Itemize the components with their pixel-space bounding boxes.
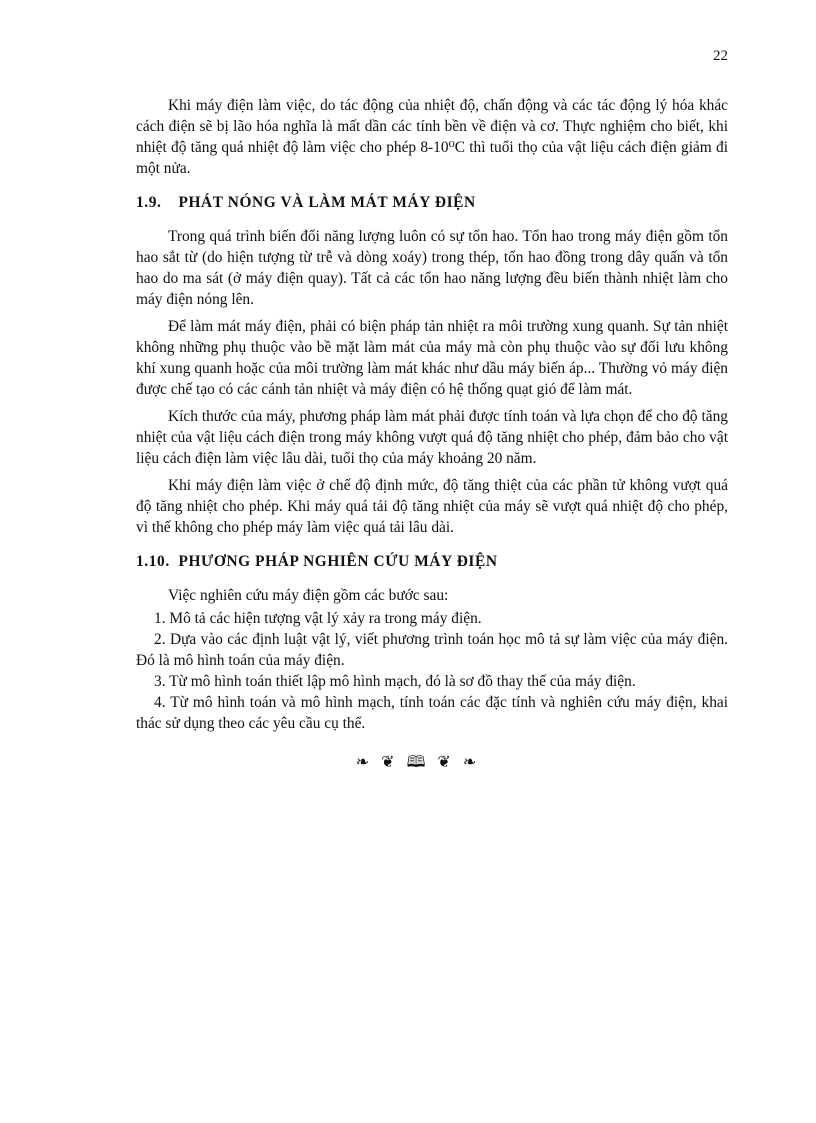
list-item: 4. Từ mô hình toán và mô hình mạch, tính toán các đặc tính và nghiên cứu máy điện, khai thác sử dụng theo các yêu cầu cụ thể. (136, 694, 728, 732)
section-title: PHƯƠNG PHÁP NGHIÊN CỨU MÁY ĐIỆN (178, 553, 498, 570)
section-number: 1.9. (136, 194, 162, 211)
ornament-divider: ❧ ❦ 🕮 ❦ ❧ (355, 754, 481, 771)
list-item: 3. Từ mô hình toán thiết lập mô hình mạch, đó là sơ đồ thay thế của máy điện. (154, 673, 636, 690)
paragraph: Trong quá trình biến đổi năng lượng luôn có sự tổn hao. Tổn hao trong máy điện gồm tổn hao sắt từ (do hiện tượng từ trễ và dòng xoáy) trong thép, tổn hao đồng trong dây quấn và tổn hao do ma sát (ở máy điện quay). Tất cả các tổn hao năng lượng đều biến thành nhiệt làm cho máy điện nóng lên. (136, 228, 728, 308)
page-content (136, 95, 728, 773)
section-heading-1-10 (136, 551, 728, 572)
list-intro: Việc nghiên cứu máy điện gồm các bước sau: (168, 587, 449, 604)
paragraph: Để làm mát máy điện, phải có biện pháp tản nhiệt ra môi trường xung quanh. Sự tản nhiệt không những phụ thuộc vào bề mặt làm mát của máy mà còn phụ thuộc vào sự đối lưu không khí xung quanh hoặc của môi trường làm mát khác như dầu máy biến áp... Thường vỏ máy điện được chế tạo có các cánh tản nhiệt và máy điện có hệ thống quạt gió để làm mát. (136, 318, 728, 398)
list-item: 2. Dựa vào các định luật vật lý, viết phương trình toán học mô tả sự làm việc của máy điện. Đó là mô hình toán của máy điện. (136, 631, 728, 669)
section-title: PHÁT NÓNG VÀ LÀM MÁT MÁY ĐIỆN (178, 194, 476, 211)
intro-paragraph: Khi máy điện làm việc, do tác động của nhiệt độ, chấn động và các tác động lý hóa khác cách điện sẽ bị lão hóa nghĩa là mất dần các tính bền về điện và cơ. Thực nghiệm cho biết, khi nhiệt độ tăng quá nhiệt độ làm việc cho phép 8-10⁰C thì tuổi thọ của vật liệu cách điện giảm đi một nửa. (136, 97, 728, 177)
research-steps-list (136, 608, 728, 734)
section-number: 1.10. (136, 553, 170, 570)
paragraph: Kích thước của máy, phương pháp làm mát phải được tính toán và lựa chọn để cho độ tăng nhiệt của vật liệu cách điện trong máy không vượt quá độ tăng nhiệt cho phép, đảm bảo cho vật liệu cách điện làm việc lâu dài, tuổi thọ của máy khoảng 20 năm. (136, 408, 728, 467)
page-number: 22 (713, 48, 728, 64)
paragraph: Khi máy điện làm việc ở chế độ định mức, độ tăng thiệt của các phần tử không vượt quá độ tăng nhiệt cho phép. Khi máy quá tải độ tăng nhiệt của máy sẽ vượt quá nhiệt độ cho phép, vì thế không cho phép máy làm việc quá tải lâu dài. (136, 477, 728, 536)
section-heading-1-9 (136, 192, 728, 213)
list-item: 1. Mô tả các hiện tượng vật lý xảy ra trong máy điện. (154, 610, 482, 627)
